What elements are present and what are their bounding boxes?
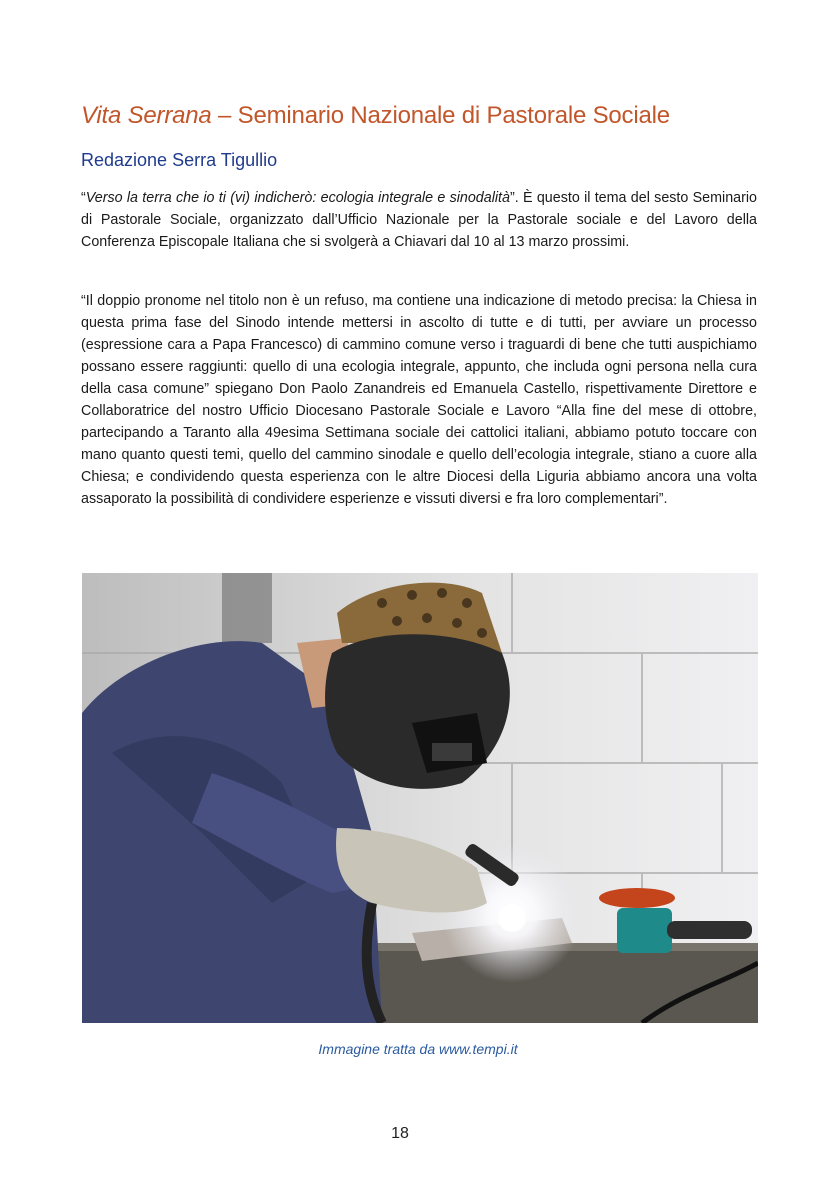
- paragraph-intro: [81, 187, 757, 253]
- paragraph-body: “Il doppio pronome nel titolo non è un refuso, ma contiene una indicazione di metodo precisa: la Chiesa in questa prima fase del Sinodo intende mettersi in ascolto di tutte e di tutti, per avviare un processo (espressione cara a Papa Francesco) di cammino comune verso i traguardi di bene che tutti auspichiamo possano essere raggiunti: quello di una ecologia integrale, appunto, che includa ogni persona nella cura della casa comune” spiegano Don Paolo Zanandreis ed Emanuela Castello, rispettivamente Direttore e Collaboratrice del nostro Ufficio Diocesano Pastorale Sociale e Lavoro “Alla fine del mese di ottobre, partecipando a Taranto alla 49esima Settimana sociale dei cattolici italiani, abbiamo potuto toccare con mano quanto questi temi, quello del cammino sinodale e quello dell’ecologia integrale, stiano a cuore alla Chiesa; e condividendo questa esperienza con le altre Diocesi della Liguria abbiamo ancora una volta assaporato la possibilità di condividere esperienze e vissuti diversi e fra loro complementari”.: [81, 293, 757, 507]
- article-title-section: Vita Serrana: [81, 102, 212, 129]
- article-title-main: – Seminario Nazionale di Pastorale Sociale: [211, 102, 670, 129]
- paragraph-intro-rest: ”. È questo il tema del sesto Seminario di Pastorale Sociale, organizzato dall’Ufficio Nazionale per la Pastorale sociale e del Lavoro della Conferenza Episcopale Italiana che si svolgerà a Chiavari dal 10 al 13 marzo prossimi.: [81, 190, 757, 250]
- article-byline: Redazione Serra Tigullio: [81, 150, 278, 170]
- page-number: 18: [391, 1125, 409, 1142]
- photo-caption: Immagine tratta da www.tempi.it: [318, 1041, 518, 1057]
- welder-photo: [82, 573, 758, 1023]
- seminar-theme-quote: Verso la terra che io ti (vi) indicherò: ecologia integrale e sinodalità: [85, 190, 510, 206]
- open-quote: “: [81, 190, 86, 206]
- article-title: [81, 100, 761, 132]
- welder-illustration: [82, 573, 758, 1023]
